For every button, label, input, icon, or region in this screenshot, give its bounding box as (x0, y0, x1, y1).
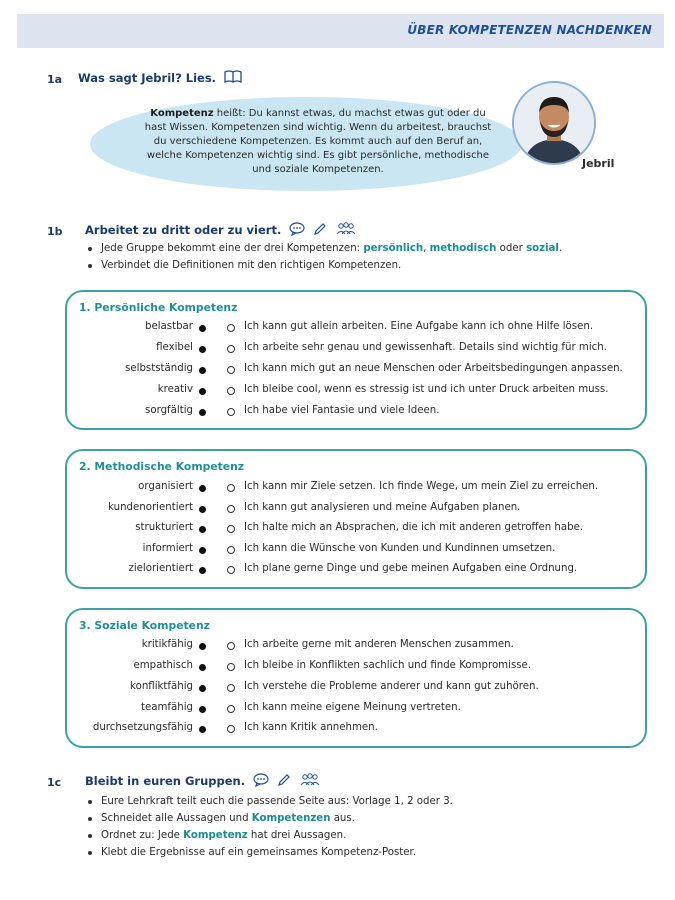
statement-connector-circle[interactable] (227, 725, 235, 733)
competence-definition (138, 107, 498, 177)
statement-label: Ich verstehe die Probleme anderer und kann gut zuhören. (244, 681, 539, 692)
group-icon (299, 773, 321, 790)
list-item: Jede Gruppe bekommt eine der drei Kompetenzen: persönlich, methodisch oder sozial. (87, 240, 562, 257)
task-1b-heading (85, 222, 357, 239)
term-label: strukturiert (135, 522, 193, 533)
keyword-persoenlich: persönlich (363, 243, 424, 254)
competence-text: heißt: Du kannst etwas, du machst etwas gut oder du hast Wissen. Kompetenzen sind wichtig. Wenn du arbeitest, brauchst du verschiedene Kompetenzen. Es kommt auch auf den Beruf an, welche Kompetenzen wichtig sind. Es gibt persönliche, methodische und soziale Kompetenzen. (144, 108, 492, 175)
statement-connector-circle[interactable] (227, 566, 235, 574)
statement-label: Ich habe viel Fantasie und viele Ideen. (244, 405, 440, 416)
statement-connector-circle[interactable] (227, 705, 235, 713)
term-connector-dot[interactable] (199, 567, 206, 574)
term-label: konfliktfähig (130, 681, 193, 692)
matching-row (67, 636, 645, 656)
term-label: selbstständig (125, 363, 193, 374)
statement-connector-circle[interactable] (227, 408, 235, 416)
term-label: organisiert (138, 481, 193, 492)
list-item: Ordnet zu: Jede Kompetenz hat drei Aussagen. (87, 827, 453, 844)
statement-label: Ich bleibe cool, wenn es stressig ist und ich unter Druck arbeiten muss. (244, 384, 609, 395)
term-connector-dot[interactable] (199, 726, 206, 733)
term-connector-dot[interactable] (199, 685, 206, 692)
box-title: 3. Soziale Kompetenz (79, 619, 210, 632)
statement-label: Ich kann mich gut an neue Menschen oder Arbeitsbedingungen anpassen. (244, 363, 623, 374)
statement-label: Ich kann gut allein arbeiten. Eine Aufgabe kann ich ohne Hilfe lösen. (244, 321, 594, 332)
task-1b-instructions (87, 240, 562, 274)
matching-row (67, 699, 645, 719)
matching-row (67, 560, 645, 580)
term-connector-dot[interactable] (199, 526, 206, 533)
term-connector-dot[interactable] (199, 409, 206, 416)
page-header (17, 14, 664, 48)
book-icon (224, 70, 242, 87)
list-item: Eure Lehrkraft teilt euch die passende Seite aus: Vorlage 1, 2 oder 3. (87, 793, 453, 810)
keyword-sozial: sozial (526, 243, 559, 254)
matching-row (67, 381, 645, 401)
statement-label: Ich arbeite gerne mit anderen Menschen zusammen. (244, 639, 514, 650)
statement-connector-circle[interactable] (227, 387, 235, 395)
statement-label: Ich kann Kritik annehmen. (244, 722, 378, 733)
task-1a-title: Was sagt Jebril? Lies. (78, 71, 217, 85)
matching-row (67, 499, 645, 519)
box-personal-competence (65, 290, 647, 430)
term-label: informiert (142, 543, 193, 554)
list-item: Schneidet alle Aussagen und Kompetenzen aus. (87, 810, 453, 827)
term-connector-dot[interactable] (199, 664, 206, 671)
term-label: flexibel (156, 342, 193, 353)
box-social-competence (65, 608, 647, 748)
list-item: Verbindet die Definitionen mit den richtigen Kompetenzen. (87, 257, 562, 274)
statement-connector-circle[interactable] (227, 505, 235, 513)
statement-label: Ich kann meine eigene Meinung vertreten. (244, 702, 461, 713)
task-1b-title: Arbeitet zu dritt oder zu viert. (85, 223, 282, 237)
task-1c-heading (85, 773, 321, 790)
list-item: Klebt die Ergebnisse auf ein gemeinsames Kompetenz-Poster. (87, 844, 453, 861)
term-label: kritikfähig (141, 639, 193, 650)
term-label: teamfähig (140, 702, 193, 713)
term-connector-dot[interactable] (199, 367, 206, 374)
statement-connector-circle[interactable] (227, 663, 235, 671)
jebril-avatar (512, 81, 596, 165)
jebril-name: Jebril (582, 157, 615, 170)
speech-bubble-icon (289, 222, 305, 239)
task-1c-title: Bleibt in euren Gruppen. (85, 774, 246, 788)
statement-connector-circle[interactable] (227, 546, 235, 554)
statement-connector-circle[interactable] (227, 366, 235, 374)
term-connector-dot[interactable] (199, 325, 206, 332)
term-connector-dot[interactable] (199, 506, 206, 513)
task-1c-instructions (87, 793, 453, 861)
box-methodical-competence (65, 449, 647, 589)
task-1a-heading (78, 70, 242, 87)
task-1b-number: 1b (47, 225, 63, 238)
statement-connector-circle[interactable] (227, 525, 235, 533)
term-connector-dot[interactable] (199, 706, 206, 713)
statement-label: Ich kann mir Ziele setzen. Ich finde Wege, um mein Ziel zu erreichen. (244, 481, 599, 492)
term-label: kreativ (157, 384, 193, 395)
matching-row (67, 402, 645, 422)
keyword-kompetenz: Kompetenz (183, 830, 248, 841)
keyword-methodisch: methodisch (429, 243, 497, 254)
statement-label: Ich kann die Wünsche von Kunden und Kundinnen umsetzen. (244, 543, 556, 554)
box-title: 2. Methodische Kompetenz (79, 460, 245, 473)
term-label: belastbar (144, 321, 193, 332)
matching-row (67, 719, 645, 739)
matching-row (67, 657, 645, 677)
competence-term: Kompetenz (150, 108, 214, 119)
matching-row (67, 360, 645, 380)
matching-row (67, 540, 645, 560)
statement-label: Ich halte mich an Absprachen, die ich mit anderen getroffen habe. (244, 522, 584, 533)
statement-label: Ich plane gerne Dinge und gebe meinen Aufgaben eine Ordnung. (244, 563, 578, 574)
pencil-icon (277, 773, 291, 790)
statement-label: Ich arbeite sehr genau und gewissenhaft. Details sind wichtig für mich. (244, 342, 607, 353)
term-label: empathisch (133, 660, 193, 671)
term-label: sorgfältig (145, 405, 193, 416)
group-icon (335, 222, 357, 239)
box-title: 1. Persönliche Kompetenz (79, 301, 238, 314)
term-label: kundenorientiert (108, 502, 193, 513)
term-connector-dot[interactable] (199, 485, 206, 492)
page-title: ÜBER KOMPETENZEN NACHDENKEN (407, 23, 652, 37)
term-connector-dot[interactable] (199, 388, 206, 395)
term-label: durchsetzungsfähig (92, 722, 193, 733)
task-1c-number: 1c (47, 776, 62, 789)
statement-connector-circle[interactable] (227, 324, 235, 332)
matching-row (67, 519, 645, 539)
task-1a-number: 1a (47, 73, 63, 86)
statement-connector-circle[interactable] (227, 684, 235, 692)
matching-row (67, 318, 645, 338)
keyword-kompetenzen: Kompetenzen (251, 813, 331, 824)
term-label: zielorientiert (128, 563, 193, 574)
pencil-icon (313, 222, 327, 239)
statement-connector-circle[interactable] (227, 345, 235, 353)
statement-connector-circle[interactable] (227, 484, 235, 492)
term-connector-dot[interactable] (199, 547, 206, 554)
matching-row (67, 339, 645, 359)
term-connector-dot[interactable] (199, 643, 206, 650)
statement-label: Ich kann gut analysieren und meine Aufgaben planen. (244, 502, 521, 513)
statement-label: Ich bleibe in Konflikten sachlich und finde Kompromisse. (244, 660, 532, 671)
speech-bubble-icon (253, 773, 269, 790)
matching-row (67, 478, 645, 498)
statement-connector-circle[interactable] (227, 642, 235, 650)
term-connector-dot[interactable] (199, 346, 206, 353)
matching-row (67, 678, 645, 698)
